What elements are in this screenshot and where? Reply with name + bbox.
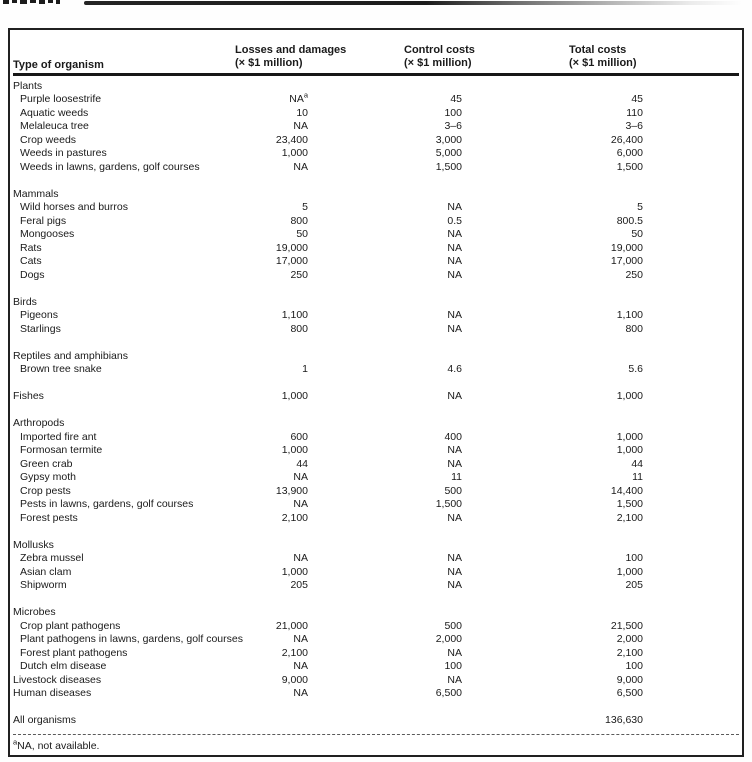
summary-row — [10, 714, 742, 728]
losses-value: 1,000 — [281, 565, 308, 578]
total-value: 45 — [631, 93, 643, 106]
section-label: Reptiles and amphibians — [13, 349, 128, 362]
table-row — [10, 214, 742, 228]
total-value: 9,000 — [616, 673, 643, 686]
losses-value: 1 — [302, 363, 308, 376]
organism-label: Human diseases — [13, 687, 92, 700]
total-value: 19,000 — [610, 241, 643, 254]
total-value: 11 — [632, 471, 643, 484]
losses-value: NA — [293, 687, 308, 700]
control-value: NA — [447, 241, 462, 254]
control-value: NA — [447, 646, 462, 659]
organism-label: Shipworm — [20, 579, 67, 592]
table-row — [10, 133, 742, 147]
section-label: Fishes — [13, 390, 44, 403]
section-label: Microbes — [13, 606, 56, 619]
col-header-control-unit: (× $1 million) — [404, 56, 472, 69]
table-row — [10, 201, 742, 215]
losses-value: 600 — [290, 430, 308, 443]
control-value: 400 — [444, 430, 462, 443]
losses-value: 1,100 — [281, 309, 308, 322]
organism-label: Melaleuca tree — [20, 120, 89, 133]
table-row — [10, 633, 742, 647]
table-row — [10, 457, 742, 471]
footnote — [10, 735, 742, 752]
total-value: 1,000 — [616, 565, 643, 578]
control-value: 0.5 — [447, 214, 462, 227]
losses-value: NA — [293, 160, 308, 173]
table-row — [10, 687, 742, 701]
table-row — [10, 228, 742, 242]
total-value: 2,100 — [616, 511, 643, 524]
table-row — [10, 255, 742, 269]
table-row — [10, 660, 742, 674]
organism-label: Crop weeds — [20, 133, 77, 146]
table-row — [10, 268, 742, 282]
losses-value: NA — [293, 633, 308, 646]
total-value: 5.6 — [628, 363, 643, 376]
section-row — [10, 417, 742, 431]
total-value: 14,400 — [610, 484, 643, 497]
organism-label: Asian clam — [20, 565, 72, 578]
total-value: 1,500 — [616, 498, 643, 511]
organism-label: Formosan termite — [20, 444, 103, 457]
spacer-row — [10, 376, 742, 390]
organism-label: Plant pathogens in lawns, gardens, golf courses — [20, 633, 243, 646]
losses-value: NA — [293, 471, 308, 484]
col-header-control-title: Control costs — [404, 44, 475, 56]
footnote-text: NA, not available. — [17, 740, 100, 752]
table-row — [10, 552, 742, 566]
organism-label: Weeds in lawns, gardens, golf courses — [20, 160, 200, 173]
total-value: 100 — [625, 660, 643, 673]
losses-value: 9,000 — [281, 673, 308, 686]
total-value: 6,000 — [616, 147, 643, 160]
section-row — [10, 79, 742, 93]
table-row — [10, 511, 742, 525]
total-value: 1,000 — [616, 430, 643, 443]
table-row — [10, 646, 742, 660]
col-header-organism-title: Type of organism — [13, 58, 104, 71]
losses-value: 800 — [290, 322, 308, 335]
total-value: 26,400 — [610, 133, 643, 146]
control-value: 3–6 — [444, 120, 462, 133]
table-row — [10, 673, 742, 687]
organism-label: Zebra mussel — [20, 552, 84, 565]
section-label: Plants — [13, 79, 43, 92]
control-value: NA — [447, 444, 462, 457]
organism-label: Pigeons — [20, 309, 58, 322]
col-header-losses — [235, 44, 346, 69]
total-value: 110 — [626, 106, 643, 119]
total-value: 2,000 — [616, 633, 643, 646]
losses-value: 5 — [302, 201, 308, 214]
table-row — [10, 363, 742, 377]
organism-label: Purple loosestrife — [20, 93, 102, 106]
losses-value: 2,100 — [281, 511, 308, 524]
footnote-sup: a — [13, 737, 18, 747]
spacer-row — [10, 700, 742, 714]
total-value: 1,000 — [616, 444, 643, 457]
organism-label: Starlings — [20, 322, 61, 335]
table-row — [10, 322, 742, 336]
losses-value: 21,000 — [275, 619, 308, 632]
control-value: NA — [447, 552, 462, 565]
organism-label: Imported fire ant — [20, 430, 97, 443]
total-value: 50 — [631, 228, 643, 241]
col-header-organism — [13, 59, 104, 72]
table-row — [10, 120, 742, 134]
total-value: 44 — [631, 457, 643, 470]
losses-value: 10 — [296, 106, 308, 119]
col-header-control — [404, 44, 475, 69]
spacer-row — [10, 525, 742, 539]
losses-value: 205 — [290, 579, 308, 592]
organism-label: Cats — [20, 255, 42, 268]
organism-label: Crop plant pathogens — [20, 619, 121, 632]
table-row — [10, 498, 742, 512]
total-value: 6,500 — [616, 687, 643, 700]
control-value: 100 — [444, 106, 462, 119]
section-row — [10, 187, 742, 201]
section-row — [10, 606, 742, 620]
losses-value: 13,900 — [275, 484, 308, 497]
control-value: 1,500 — [435, 498, 462, 511]
section-label: Mammals — [13, 187, 59, 200]
table-row — [10, 471, 742, 485]
losses-value: NA — [293, 498, 308, 511]
control-value: 500 — [444, 484, 462, 497]
total-value: 21,500 — [610, 619, 643, 632]
table-body — [10, 79, 742, 700]
control-value: NA — [447, 268, 462, 281]
losses-value: 1,000 — [281, 444, 308, 457]
control-value: NA — [447, 255, 462, 268]
control-value: 100 — [444, 660, 462, 673]
section-row — [10, 538, 742, 552]
losses-value: NA — [293, 660, 308, 673]
total-value: 1,100 — [616, 309, 643, 322]
control-value: 2,000 — [435, 633, 462, 646]
summary-total-value: 136,630 — [605, 714, 643, 727]
table-row — [10, 619, 742, 633]
table-row — [10, 106, 742, 120]
organism-label: Livestock diseases — [13, 673, 102, 686]
col-header-total-unit: (× $1 million) — [569, 56, 637, 69]
control-value: NA — [447, 201, 462, 214]
table-row — [10, 430, 742, 444]
section-label: Arthropods — [13, 417, 65, 430]
total-value: 205 — [625, 579, 643, 592]
cost-table — [8, 28, 744, 757]
control-value: 1,500 — [435, 160, 462, 173]
page-crop-artifact — [84, 1, 742, 5]
organism-label: Weeds in pastures — [20, 147, 107, 160]
table-rows-area — [10, 76, 742, 753]
losses-value: 800 — [290, 214, 308, 227]
table-row — [10, 241, 742, 255]
organism-label: Brown tree snake — [20, 363, 102, 376]
section-label: Birds — [13, 295, 37, 308]
losses-value: 2,100 — [281, 646, 308, 659]
total-value: 800 — [625, 322, 643, 335]
organism-label: Pests in lawns, gardens, golf courses — [20, 498, 194, 511]
total-value: 100 — [625, 552, 643, 565]
control-value: NA — [447, 228, 462, 241]
organism-label: Forest plant pathogens — [20, 646, 128, 659]
organism-label: Rats — [20, 241, 42, 254]
losses-value: NA — [293, 552, 308, 565]
organism-label: Crop pests — [20, 484, 71, 497]
spacer-row — [10, 174, 742, 188]
total-value: 17,000 — [610, 255, 643, 268]
section-row — [10, 349, 742, 363]
organism-label: Green crab — [20, 457, 73, 470]
losses-value: 44 — [296, 457, 308, 470]
control-value: NA — [447, 579, 462, 592]
section-row — [10, 390, 742, 404]
losses-value: $NA^a$ — [289, 90, 308, 106]
col-header-losses-title: Losses and damages — [235, 44, 347, 56]
spacer-row — [10, 282, 742, 296]
control-value: NA — [447, 457, 462, 470]
organism-label: Feral pigs — [20, 214, 67, 227]
total-value: 1,000 — [616, 390, 643, 403]
spacer-row — [10, 592, 742, 606]
col-header-total-title: Total costs — [569, 44, 627, 56]
table-row — [10, 90, 742, 107]
organism-label: Aquatic weeds — [20, 106, 89, 119]
control-value: 45 — [450, 93, 462, 106]
table-row — [10, 484, 742, 498]
losses-value: 23,400 — [275, 133, 308, 146]
losses-value: 1,000 — [281, 147, 308, 160]
organism-label: Dutch elm disease — [20, 660, 107, 673]
control-value: 4.6 — [447, 363, 462, 376]
table-row — [10, 565, 742, 579]
losses-value: 50 — [296, 228, 308, 241]
control-value: 500 — [444, 619, 462, 632]
control-value: 3,000 — [435, 133, 462, 146]
table-row — [10, 147, 742, 161]
total-value: 800.5 — [616, 214, 643, 227]
control-value: NA — [447, 322, 462, 335]
table-row — [10, 579, 742, 593]
total-value: 3–6 — [625, 120, 643, 133]
spacer-row — [10, 336, 742, 350]
control-value: NA — [447, 390, 462, 403]
total-value: 2,100 — [616, 646, 643, 659]
table-row — [10, 160, 742, 174]
total-value: 250 — [625, 268, 643, 281]
control-value: 6,500 — [435, 687, 462, 700]
section-label: Mollusks — [13, 538, 54, 551]
losses-value: 1,000 — [281, 390, 308, 403]
losses-value: NA — [293, 120, 308, 133]
control-value: 11 — [451, 471, 462, 484]
organism-label: Dogs — [20, 268, 45, 281]
table-row — [10, 444, 742, 458]
organism-label: Wild horses and burros — [20, 201, 128, 214]
table-header — [10, 30, 742, 73]
table-row — [10, 309, 742, 323]
organism-label: Forest pests — [20, 511, 78, 524]
organism-label: Gypsy moth — [20, 471, 77, 484]
losses-value: 250 — [290, 268, 308, 281]
control-value: 5,000 — [435, 147, 462, 160]
control-value: NA — [447, 511, 462, 524]
section-row — [10, 295, 742, 309]
col-header-total — [569, 44, 637, 69]
control-value: NA — [447, 565, 462, 578]
spacer-row — [10, 403, 742, 417]
organism-label: Mongooses — [20, 228, 75, 241]
control-value: NA — [447, 309, 462, 322]
control-value: NA — [447, 673, 462, 686]
losses-value: 17,000 — [275, 255, 308, 268]
summary-label: All organisms — [13, 714, 77, 727]
losses-value: 19,000 — [275, 241, 308, 254]
total-value: 1,500 — [616, 160, 643, 173]
total-value: 5 — [637, 201, 643, 214]
col-header-losses-unit: (× $1 million) — [235, 56, 303, 69]
